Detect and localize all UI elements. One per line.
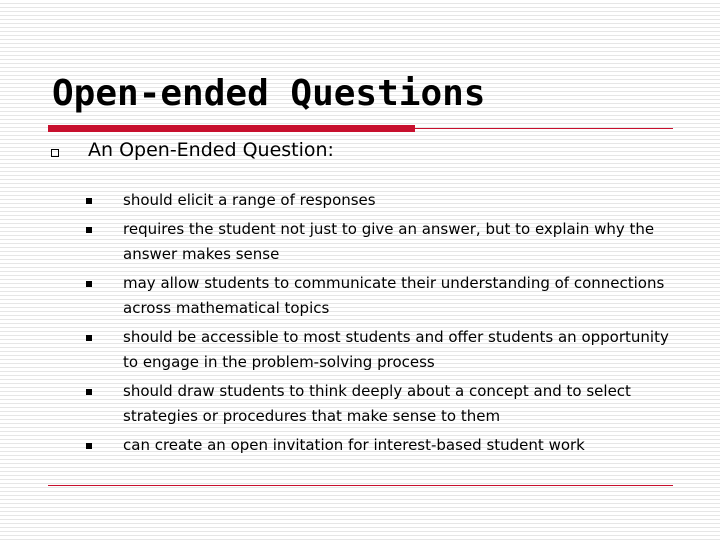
- list-item: [86, 379, 686, 429]
- main-bullet-text: An Open-Ended Question:: [88, 139, 334, 161]
- list-item-text: can create an open invitation for interest-based student work: [123, 436, 585, 454]
- list-item-text: should be accessible to most students and offer students an opportunity to engage in the problem-solving process: [123, 328, 669, 371]
- hollow-square-bullet-icon: [51, 149, 59, 157]
- title-underline-thin: [415, 128, 673, 129]
- filled-square-bullet-icon: [86, 335, 92, 341]
- footer-rule: [48, 485, 673, 486]
- list-item-text: requires the student not just to give an answer, but to explain why the answer makes sense: [123, 220, 655, 263]
- list-item-text: should elicit a range of responses: [123, 191, 376, 209]
- filled-square-bullet-icon: [86, 198, 92, 204]
- sub-bullet-list: [86, 188, 686, 462]
- list-item: [86, 271, 686, 321]
- filled-square-bullet-icon: [86, 227, 92, 233]
- list-item: [86, 188, 686, 213]
- filled-square-bullet-icon: [86, 281, 92, 287]
- title-underline-thick: [48, 125, 415, 132]
- filled-square-bullet-icon: [86, 389, 92, 395]
- list-item: [86, 325, 686, 375]
- filled-square-bullet-icon: [86, 443, 92, 449]
- list-item: [86, 433, 686, 458]
- list-item-text: should draw students to think deeply about a concept and to select strategies or procedures that make sense to them: [123, 382, 631, 425]
- list-item: [86, 217, 686, 267]
- slide-title: Open-ended Questions: [52, 73, 486, 114]
- list-item-text: may allow students to communicate their understanding of connections across mathematical topics: [123, 274, 665, 317]
